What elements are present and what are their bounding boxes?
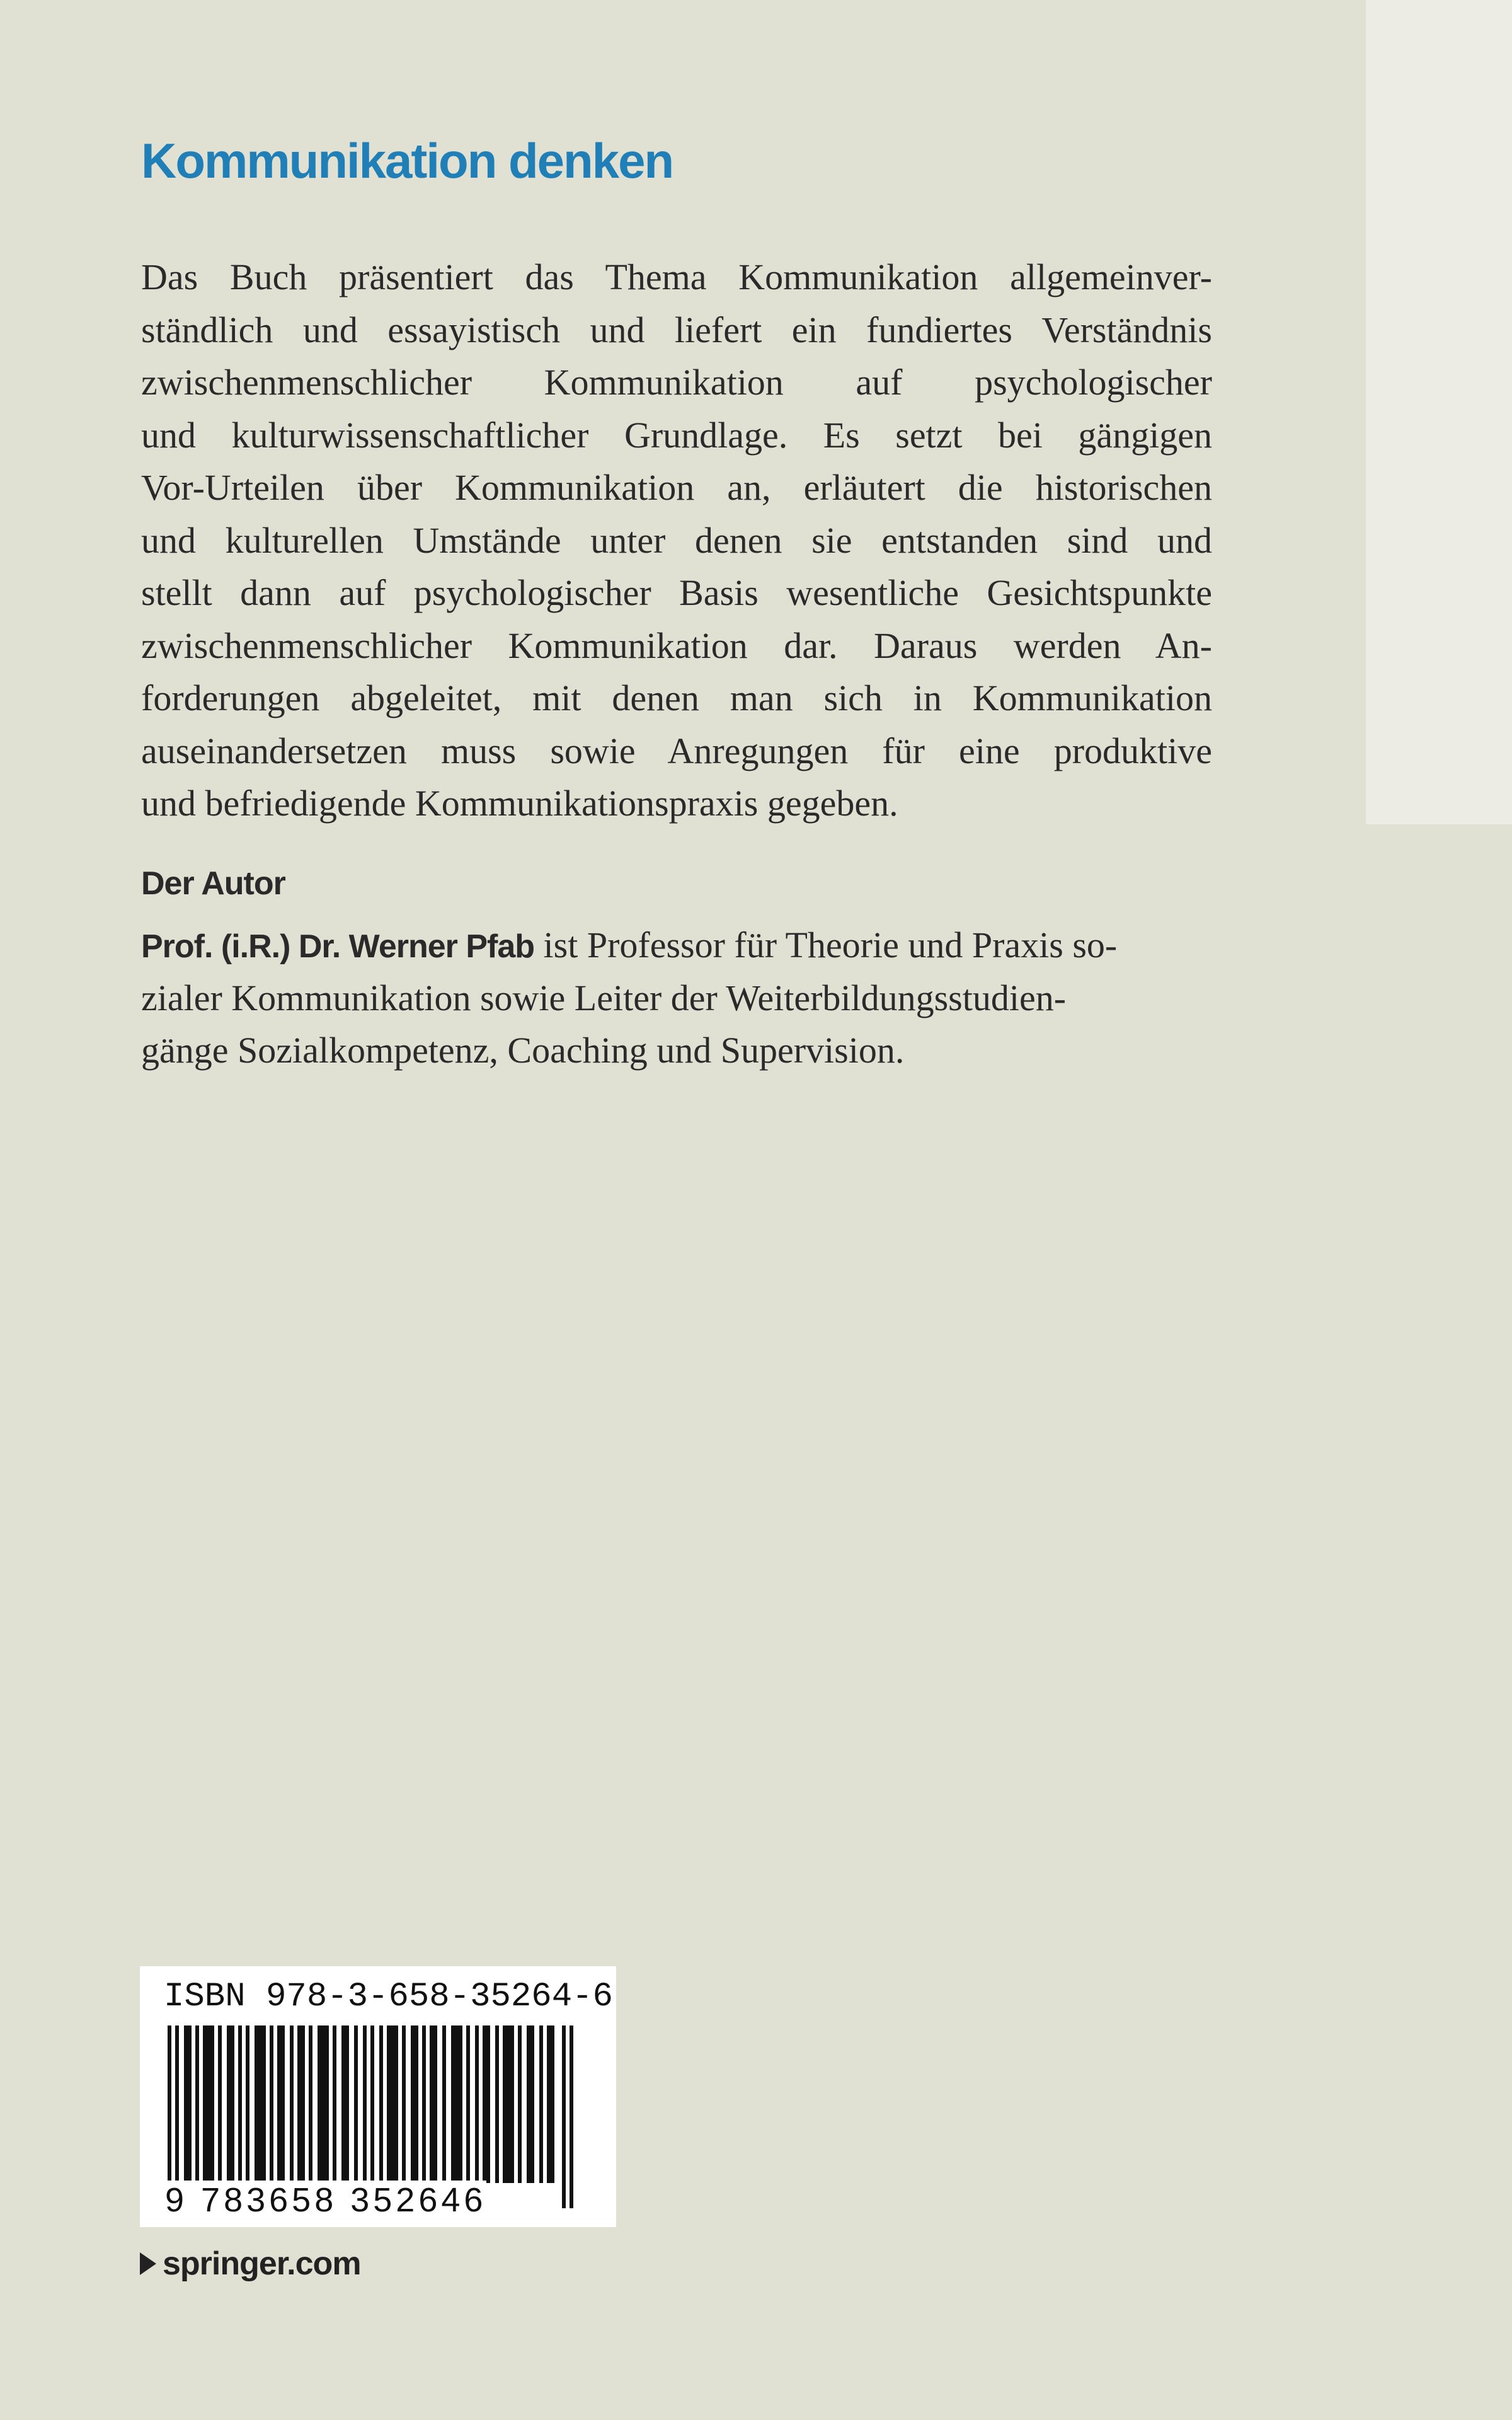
author-name: Prof. (i.R.) Dr. Werner Pfab — [141, 928, 535, 965]
description-line: zwischenmenschlicher Kommunikation auf psychologischer — [141, 362, 1212, 403]
arrow-right-icon — [140, 2252, 156, 2275]
author-bio-text: ist Professor für Theorie und Praxis so- — [534, 925, 1118, 965]
description-line: forderungen abgeleitet, mit denen man sich in Kommunikation — [141, 677, 1212, 718]
description-line: Vor-Urteilen über Kommunikation an, erläutert die historischen — [141, 467, 1212, 508]
author-bio — [141, 919, 1212, 1077]
ean-digits: 9 783658 352646 — [165, 2181, 487, 2219]
spine-panel — [1366, 0, 1512, 824]
isbn-number: ISBN 978-3-658-35264-6 — [164, 1978, 613, 2016]
barcode-panel — [140, 1966, 616, 2227]
author-bio-line — [141, 919, 1212, 972]
publisher-link[interactable] — [140, 2245, 361, 2283]
description-line: Das Buch präsentiert das Thema Kommunikation allgemeinver- — [141, 256, 1212, 297]
description-line: stellt dann auf psychologischer Basis wesentliche Gesichtspunkte — [141, 572, 1212, 613]
author-bio-line: zialer Kommunikation sowie Leiter der Weiterbildungsstudien- — [141, 977, 1067, 1018]
description-line: auseinandersetzen muss sowie Anregungen für eine produktive — [141, 730, 1212, 771]
description-line: und befriedigende Kommunikationspraxis gegeben. — [141, 783, 898, 824]
author-bio-line: gänge Sozialkompetenz, Coaching und Supervision. — [141, 1030, 905, 1071]
publisher-url[interactable]: springer.com — [163, 2245, 361, 2282]
author-heading: Der Autor — [141, 865, 285, 902]
description-line: zwischenmenschlicher Kommunikation dar. Daraus werden An- — [141, 625, 1212, 666]
description-line: und kulturellen Umstände unter denen sie entstanden sind und — [141, 519, 1212, 561]
description-line: ständlich und essayistisch und liefert ein fundiertes Verständnis — [141, 309, 1212, 350]
book-description — [141, 251, 1212, 830]
description-line: und kulturwissenschaftlicher Grundlage. Es setzt bei gängigen — [141, 414, 1212, 456]
book-title: Kommunikation denken — [141, 133, 673, 188]
